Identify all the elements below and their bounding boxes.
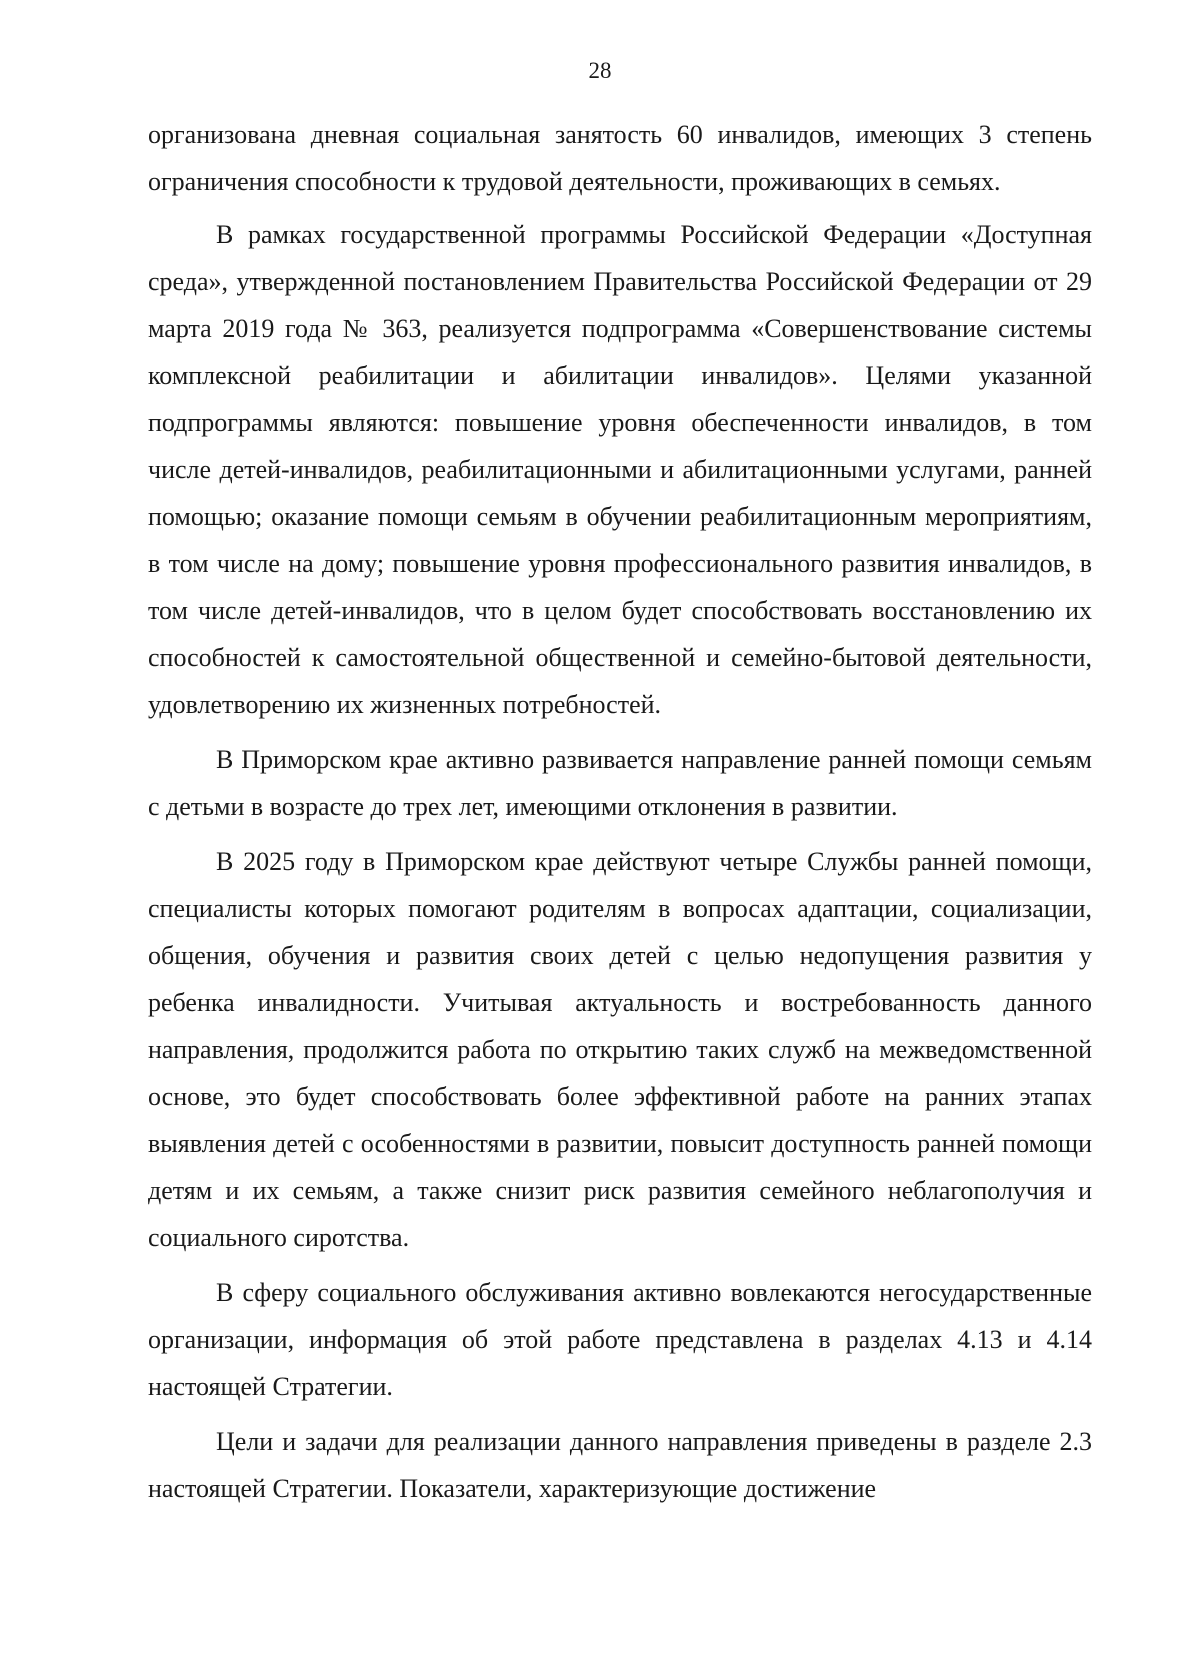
paragraph-continuation: организована дневная социальная занятость 60 инвалидов, имеющих 3 степень ограничения способности к трудовой деятельности, проживающих в семьях. xyxy=(148,120,1092,196)
paragraph-accessible-environment: В рамках государственной программы Российской Федерации «Доступная среда», утвержденной постановлением Правительства Российской Федерации от 29 марта 2019 года № 363, реализуется подпрограмма «Совершенствование системы комплексной реабилитации и абилитации инвалидов». Целями указанной подпрограммы являются: повышение уровня обеспеченности инвалидов, в том числе детей-инвалидов, реабилитационными и абилитационными услугами, ранней помощью; оказание помощи семьям в обучении реабилитационным мероприятиям, в том числе на дому; повышение уровня профессионального развития инвалидов, в том числе детей-инвалидов, что в целом будет способствовать восстановлению их способностей к самостоятельной общественной и семейно-бытовой деятельности, удовлетворению их жизненных потребностей. xyxy=(148,220,1092,719)
paragraph-goals-tasks: Цели и задачи для реализации данного направления приведены в разделе 2.3 настоящей Стратегии. Показатели, характеризующие достижение xyxy=(148,1427,1092,1503)
page-number: 28 xyxy=(588,58,612,83)
document-body xyxy=(148,111,1092,1512)
paragraph-early-help-services: В 2025 году в Приморском крае действуют четыре Службы ранней помощи, специалисты которых помогают родителям в вопросах адаптации, социализации, общения, обучения и развития своих детей с целью недопущения развития у ребенка инвалидности. Учитывая актуальность и востребованность данного направления, продолжится работа по открытию таких служб на межведомственной основе, это будет способствовать более эффективной работе на ранних этапах выявления детей с особенностями в развитии, повысит доступность ранней помощи детям и их семьям, а также снизит риск развития семейного неблагополучия и социального сиротства. xyxy=(148,847,1092,1252)
paragraph-nongovernment-orgs: В сферу социального обслуживания активно вовлекаются негосударственные организации, информация об этой работе представлена в разделах 4.13 и 4.14 настоящей Стратегии. xyxy=(148,1278,1092,1401)
paragraph-early-help: В Приморском крае активно развивается направление ранней помощи семьям с детьми в возрасте до трех лет, имеющими отклонения в развитии. xyxy=(148,745,1092,821)
